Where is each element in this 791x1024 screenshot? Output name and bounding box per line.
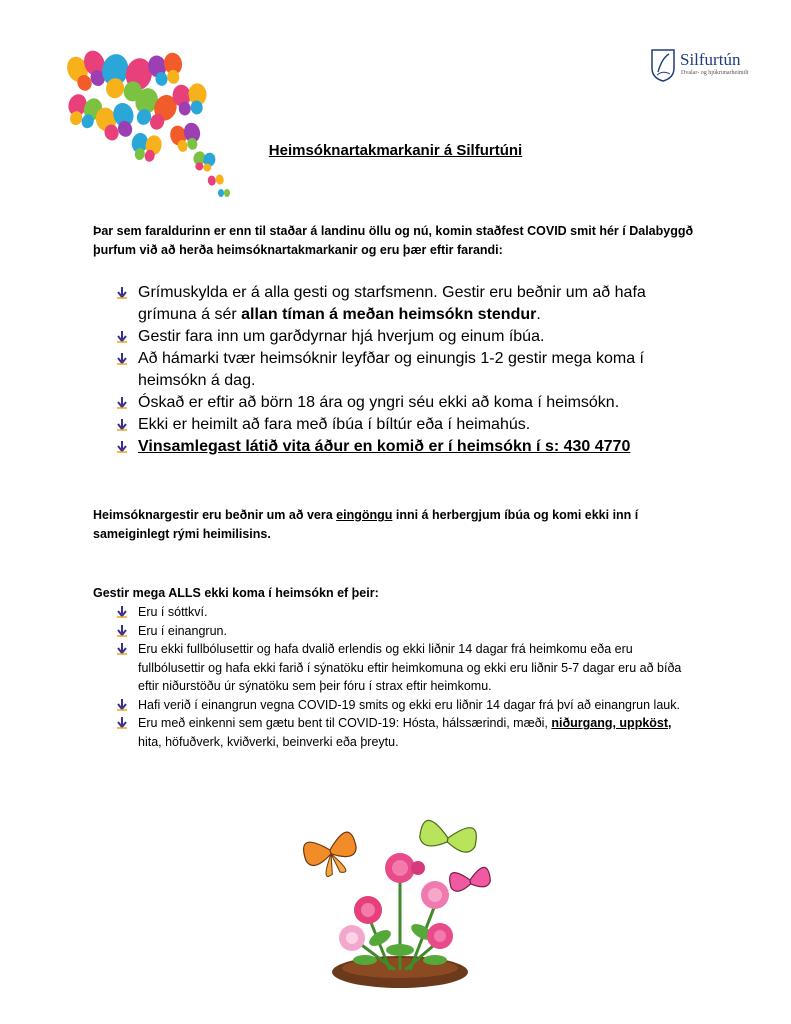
- arrow-bullet-icon: [116, 287, 128, 299]
- butterfly-icon: [207, 174, 224, 186]
- visit-emphasis: eingöngu: [336, 508, 393, 522]
- arrow-bullet-icon: [116, 397, 128, 409]
- rule-text: Að hámarki tvær heimsóknir leyfðar og einungis 1-2 gestir mega koma í heimsókn á dag.: [138, 350, 644, 389]
- visit-text: inni á herbergjum íbúa og komi ekki inn í sameiginlegt rými heimilisins.: [93, 508, 639, 541]
- rule-emphasis: allan tíman á meðan heimsókn stendur: [241, 306, 537, 323]
- phone-notice: Vinsamlegast látið vita áður en komið er í heimsókn í s: 430 4770: [138, 438, 631, 455]
- butterfly-icon: [218, 189, 230, 197]
- intro-paragraph: Þar sem faraldurinn er enn til staðar á landinu öllu og nú, komin staðfest COVID smit hér í Dalabyggð þurfum við að herða heimsóknartakmarkanir og eru þær eftir farandi:: [93, 224, 694, 257]
- condition-text: Eru í einangrun.: [138, 623, 227, 638]
- rule-text: Óskað er eftir að börn 18 ára og yngri séu ekki að koma í heimsókn.: [138, 394, 620, 411]
- arrow-bullet-icon: [116, 331, 128, 343]
- arrow-bullet-icon: [116, 419, 128, 431]
- list-item: [116, 414, 676, 436]
- butterflies-decoration: [66, 50, 246, 200]
- shield-logo-icon: [650, 48, 676, 82]
- arrow-bullet-icon: [116, 699, 128, 711]
- peony-flowers: [339, 853, 453, 951]
- rule-text: .: [536, 306, 541, 323]
- flower-garden-illustration: [300, 810, 500, 1000]
- condition-text: Eru ekki fullbólusettir og hafa dvalið erlendis og ekki liðnir 14 dagar frá heimkomu eða eru fullbólusettir og hafa ekki farið í sýnatöku eftir heimkomuna og ekki eru liðnir 5-7 dagar eru að bíða eftir niðurstöðu úr sýnatöku sem þeir fóru í strax eftir heimkomu.: [138, 642, 682, 693]
- silfurtun-logo: [650, 48, 760, 88]
- butterfly-icon: [146, 51, 185, 87]
- condition-text: Eru í sóttkví.: [138, 605, 208, 619]
- condition-text: Hafi verið í einangrun vegna COVID-19 smits og ekki eru liðnir 14 dagar frá því að einangrun lauk.: [138, 697, 680, 712]
- list-item: [116, 282, 676, 326]
- page-title: Heimsóknartakmarkanir á Silfurtúni: [268, 142, 523, 159]
- conditions-list: [116, 603, 696, 751]
- arrow-bullet-icon: [116, 606, 128, 618]
- restriction-heading: Gestir mega ALLS ekki koma í heimsókn ef þeir:: [93, 586, 379, 600]
- arrow-bullet-icon: [116, 441, 128, 453]
- green-butterfly-icon: [418, 819, 478, 853]
- rule-text: Gestir fara inn um garðdyrnar hjá hverjum og einum íbúa.: [138, 328, 545, 345]
- orange-butterfly-icon: [301, 831, 361, 881]
- logo-tagline: Dvalar- og hjúkrunarheimili: [681, 70, 749, 76]
- list-item: [116, 348, 676, 392]
- arrow-bullet-icon: [116, 717, 128, 729]
- visit-paragraph: [93, 506, 713, 544]
- list-item: [116, 696, 696, 715]
- logo-name: Silfurtún: [680, 50, 741, 69]
- list-item: [116, 640, 696, 696]
- condition-text: hita, höfuðverk, kviðverki, beinverki eða þreytu.: [138, 734, 399, 749]
- arrow-bullet-icon: [116, 643, 128, 655]
- condition-emphasis: niðurgang, uppköst,: [551, 716, 672, 730]
- rules-list: [116, 282, 676, 458]
- list-item: [116, 436, 676, 458]
- rule-text: Grímuskylda er á alla gesti og starfsmenn. Gestir eru beðnir um að hafa grímuna á sér: [138, 284, 646, 323]
- arrow-bullet-icon: [116, 353, 128, 365]
- condition-text: Eru með einkenni sem gætu bent til COVID-19: Hósta, hálssærindi, mæði,: [138, 716, 552, 730]
- butterfly-icon: [172, 83, 209, 117]
- visit-text: Heimsóknargestir eru beðnir um að vera: [93, 508, 337, 522]
- list-item: [116, 326, 676, 348]
- list-item: [116, 622, 696, 641]
- pink-butterfly-icon: [448, 867, 491, 893]
- arrow-bullet-icon: [116, 625, 128, 637]
- list-item: [116, 714, 696, 751]
- list-item: [116, 392, 676, 414]
- list-item: [116, 603, 696, 622]
- rule-text: Ekki er heimilt að fara með íbúa í bíltúr eða í heimahús.: [138, 416, 531, 433]
